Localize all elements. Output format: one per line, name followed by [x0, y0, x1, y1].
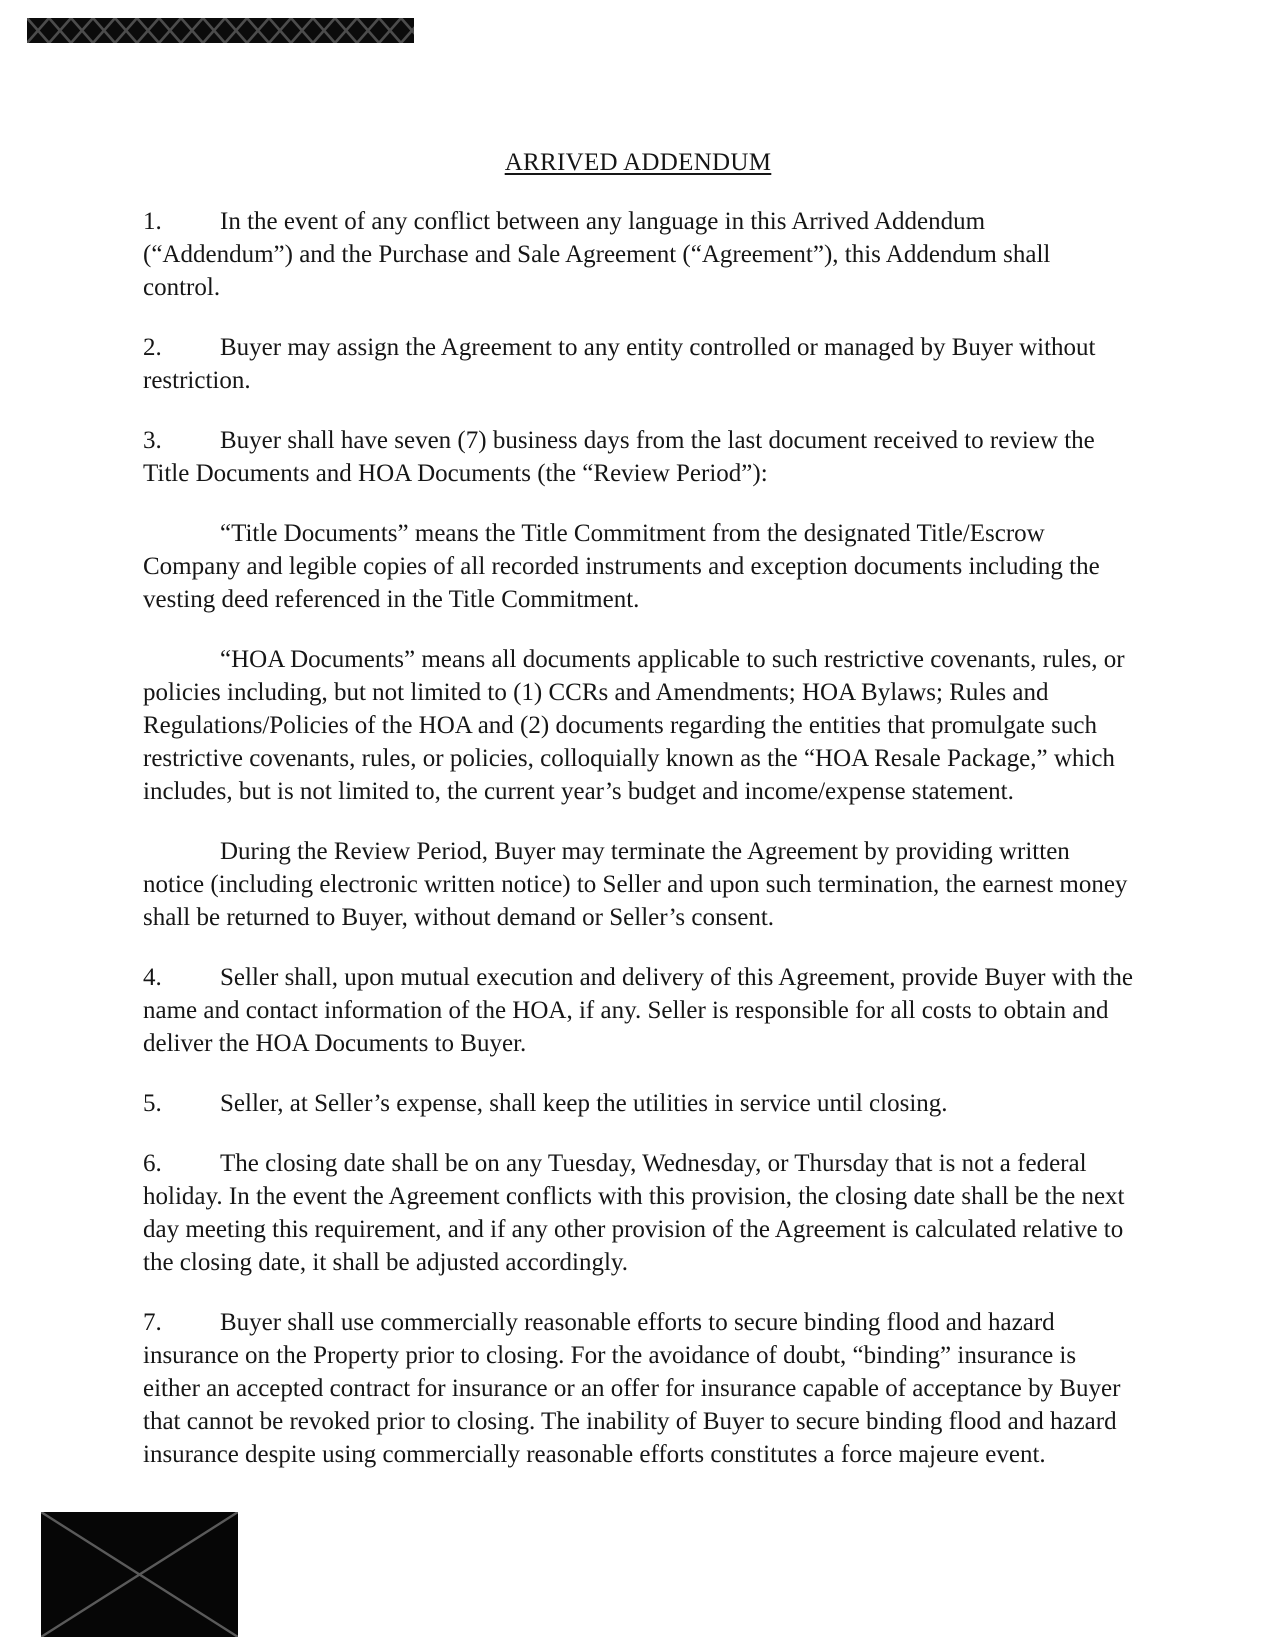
paragraph-text: During the Review Period, Buyer may terminate the Agreement by providing written notice (including electronic written notice) to Seller and upon such termination, the earnest money shall be returned to Buyer, without demand or Seller’s consent. [143, 838, 1128, 931]
x-box-redaction-graphic [41, 1512, 238, 1637]
paragraph-number: 5. [143, 1090, 162, 1117]
paragraph-number: 2. [143, 334, 162, 361]
paragraph-text: “HOA Documents” means all documents applicable to such restrictive covenants, rules, or policies including, but not limited to (1) CCRs and Amendments; HOA Bylaws; Rules and Regulations/Policies of the HOA and (2) documents regarding the entities that promulgate such restrictive covenants, rules, or policies, colloquially known as the “HOA Resale Package,” which includes, but is not limited to, the current year’s budget and income/expense statement. [143, 646, 1125, 805]
review-period-termination-clause [143, 835, 1133, 934]
definition-title-documents [143, 517, 1133, 616]
redacted-header-bar [27, 18, 414, 43]
paragraph-text: Buyer shall use commercially reasonable efforts to secure binding flood and hazard insurance on the Property prior to closing. For the avoidance of doubt, “binding” insurance is either an accepted contract for insurance or an offer for insurance capable of acceptance by Buyer that cannot be revoked prior to closing. The inability of Buyer to secure binding flood and hazard insurance despite using commercially reasonable efforts constitutes a force majeure event. [143, 1309, 1121, 1468]
paragraph-number: 6. [143, 1150, 162, 1177]
paragraph-3 [143, 424, 1133, 490]
document-body [143, 146, 1133, 1471]
paragraph-text: Buyer shall have seven (7) business days from the last document received to review the Title Documents and HOA Documents (the “Review Period”): [143, 427, 1095, 487]
paragraph-7 [143, 1306, 1133, 1471]
paragraph-text: In the event of any conflict between any language in this Arrived Addendum (“Addendum”) and the Purchase and Sale Agreement (“Agreement”), this Addendum shall control. [143, 208, 1051, 301]
paragraph-6 [143, 1147, 1133, 1279]
paragraph-number: 1. [143, 208, 162, 235]
paragraph-2 [143, 331, 1133, 397]
paragraph-text: “Title Documents” means the Title Commitment from the designated Title/Escrow Company and legible copies of all recorded instruments and exception documents including the vesting deed referenced in the Title Commitment. [143, 520, 1100, 613]
paragraph-number: 7. [143, 1309, 162, 1336]
paragraph-4 [143, 961, 1133, 1060]
paragraph-text: Seller, at Seller’s expense, shall keep the utilities in service until closing. [220, 1090, 948, 1117]
paragraph-text: Seller shall, upon mutual execution and delivery of this Agreement, provide Buyer with the name and contact information of the HOA, if any. Seller is responsible for all costs to obtain and deliver the HOA Documents to Buyer. [143, 964, 1133, 1057]
redacted-image-placeholder [41, 1512, 238, 1637]
definition-hoa-documents [143, 643, 1133, 808]
paragraph-number: 4. [143, 964, 162, 991]
paragraph-1 [143, 205, 1133, 304]
paragraph-number: 3. [143, 427, 162, 454]
paragraph-text: The closing date shall be on any Tuesday, Wednesday, or Thursday that is not a federal holiday. In the event the Agreement conflicts with this provision, the closing date shall be the next day meeting this requirement, and if any other provision of the Agreement is calculated relative to the closing date, it shall be adjusted accordingly. [143, 1150, 1125, 1276]
paragraph-text: Buyer may assign the Agreement to any entity controlled or managed by Buyer without restriction. [143, 334, 1096, 394]
document-title: ARRIVED ADDENDUM [504, 149, 772, 176]
crosshatch-redaction-graphic [27, 18, 414, 43]
paragraph-5 [143, 1087, 1133, 1120]
